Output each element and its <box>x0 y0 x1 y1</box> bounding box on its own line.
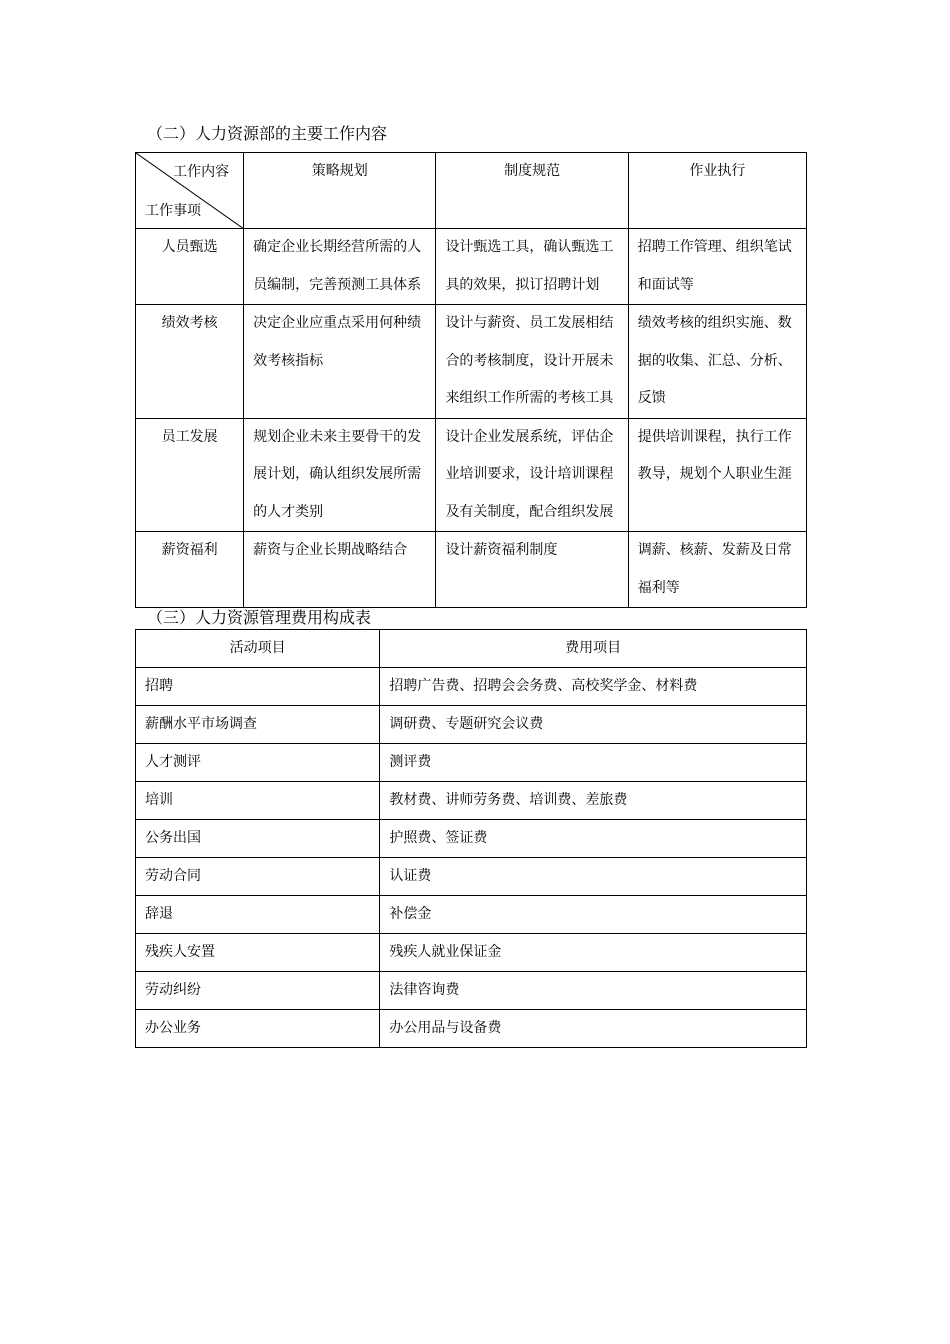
cell-line: 和面试等 <box>637 276 694 293</box>
diagonal-header-cell <box>136 153 244 229</box>
activity-cell: 公务出国 <box>136 820 380 858</box>
table-row <box>136 668 807 706</box>
activity-cell: 劳动合同 <box>136 858 380 896</box>
table-cell <box>436 532 628 608</box>
table-cell <box>436 418 628 532</box>
activity-cell: 残疾人安置 <box>136 934 380 972</box>
row-header: 员工发展 <box>136 418 244 532</box>
section2-title: （二）人力资源部的主要工作内容 <box>147 124 388 143</box>
column-header: 费用项目 <box>380 630 807 668</box>
activity-cell: 薪酬水平市场调查 <box>136 706 380 744</box>
activity-cell: 招聘 <box>136 668 380 706</box>
cell-line: 提供培训课程，执行工作 <box>637 428 792 445</box>
cost-cell: 残疾人就业保证金 <box>380 934 807 972</box>
table-cell <box>436 305 628 419</box>
cell-line: 及有关制度，配合组织发展 <box>445 503 614 520</box>
cost-cell: 教材费、讲师劳务费、培训费、差旅费 <box>380 782 807 820</box>
cell-line: 福利等 <box>637 579 680 596</box>
column-header: 策略规划 <box>244 153 436 229</box>
cost-cell: 调研费、专题研究会议费 <box>380 706 807 744</box>
row-header: 人员甄选 <box>136 229 244 305</box>
row-header: 薪资福利 <box>136 532 244 608</box>
row-header: 绩效考核 <box>136 305 244 419</box>
table-row <box>136 934 807 972</box>
cell-line: 反馈 <box>637 390 666 406</box>
table-row <box>136 305 807 419</box>
cell-line: 薪资与企业长期战略结合 <box>253 542 408 558</box>
table-row <box>136 972 807 1010</box>
cell-line: 规划企业未来主要骨干的发 <box>253 428 422 445</box>
activity-cell: 辞退 <box>136 896 380 934</box>
cell-line: 招聘工作管理、组织笔试 <box>637 239 792 255</box>
table-cell <box>628 532 806 608</box>
cost-cell: 补偿金 <box>380 896 807 934</box>
table-header-row <box>136 630 807 668</box>
table-row <box>136 1010 807 1048</box>
table-cell <box>244 532 436 608</box>
table-cell <box>436 229 628 305</box>
table-row <box>136 706 807 744</box>
table-row <box>136 744 807 782</box>
cost-cell: 认证费 <box>380 858 807 896</box>
table-row <box>136 418 807 532</box>
activity-cell: 人才测评 <box>136 744 380 782</box>
cost-cell: 招聘广告费、招聘会会务费、高校奖学金、材料费 <box>380 668 807 706</box>
column-header: 活动项目 <box>136 630 380 668</box>
column-header: 作业执行 <box>628 153 806 229</box>
table-row <box>136 820 807 858</box>
table-cell <box>628 229 806 305</box>
cell-line: 具的效果，拟订招聘计划 <box>445 276 600 293</box>
work-content-table <box>135 152 807 608</box>
table-row <box>136 896 807 934</box>
cell-line: 决定企业应重点采用何种绩 <box>253 315 422 331</box>
table-cell <box>244 418 436 532</box>
cost-cell: 测评费 <box>380 744 807 782</box>
hr-cost-table <box>135 629 807 1048</box>
cell-line: 绩效考核的组织实施、数 <box>637 315 792 331</box>
table-row <box>136 782 807 820</box>
activity-cell: 劳动纠纷 <box>136 972 380 1010</box>
cell-line: 的人才类别 <box>253 503 324 520</box>
corner-label-content: 工作内容 <box>173 164 230 180</box>
cell-line: 据的收集、汇总、分析、 <box>637 352 792 369</box>
table-row <box>136 532 807 608</box>
cost-cell: 法律咨询费 <box>380 972 807 1010</box>
cell-line: 员编制，完善预测工具体系 <box>253 276 422 293</box>
activity-cell: 培训 <box>136 782 380 820</box>
cell-line: 效考核指标 <box>253 352 324 369</box>
cost-cell: 护照费、签证费 <box>380 820 807 858</box>
cell-line: 设计甄选工具，确认甄选工 <box>445 239 614 255</box>
cell-line: 教导，规划个人职业生涯 <box>637 466 792 482</box>
table-cell <box>628 305 806 419</box>
table-cell <box>244 305 436 419</box>
table-header-row <box>136 153 807 229</box>
cell-line: 确定企业长期经营所需的人 <box>253 239 422 255</box>
corner-label-items: 工作事项 <box>145 203 201 219</box>
table-row <box>136 229 807 305</box>
cell-line: 合的考核制度，设计开展未 <box>445 352 614 369</box>
cost-cell: 办公用品与设备费 <box>380 1010 807 1048</box>
cell-line: 展计划，确认组织发展所需 <box>253 466 422 482</box>
cell-line: 调薪、核薪、发薪及日常 <box>637 542 792 558</box>
table-cell <box>628 418 806 532</box>
activity-cell: 办公业务 <box>136 1010 380 1048</box>
cell-line: 业培训要求，设计培训课程 <box>445 466 614 482</box>
column-header: 制度规范 <box>436 153 628 229</box>
cell-line: 来组织工作所需的考核工具 <box>445 390 614 406</box>
cell-line: 设计企业发展系统，评估企 <box>445 428 614 445</box>
cell-line: 设计与薪资、员工发展相结 <box>445 315 614 331</box>
table-row <box>136 858 807 896</box>
section3-title: （三）人力资源管理费用构成表 <box>147 608 372 627</box>
cell-line: 设计薪资福利制度 <box>445 542 558 558</box>
table-cell <box>244 229 436 305</box>
